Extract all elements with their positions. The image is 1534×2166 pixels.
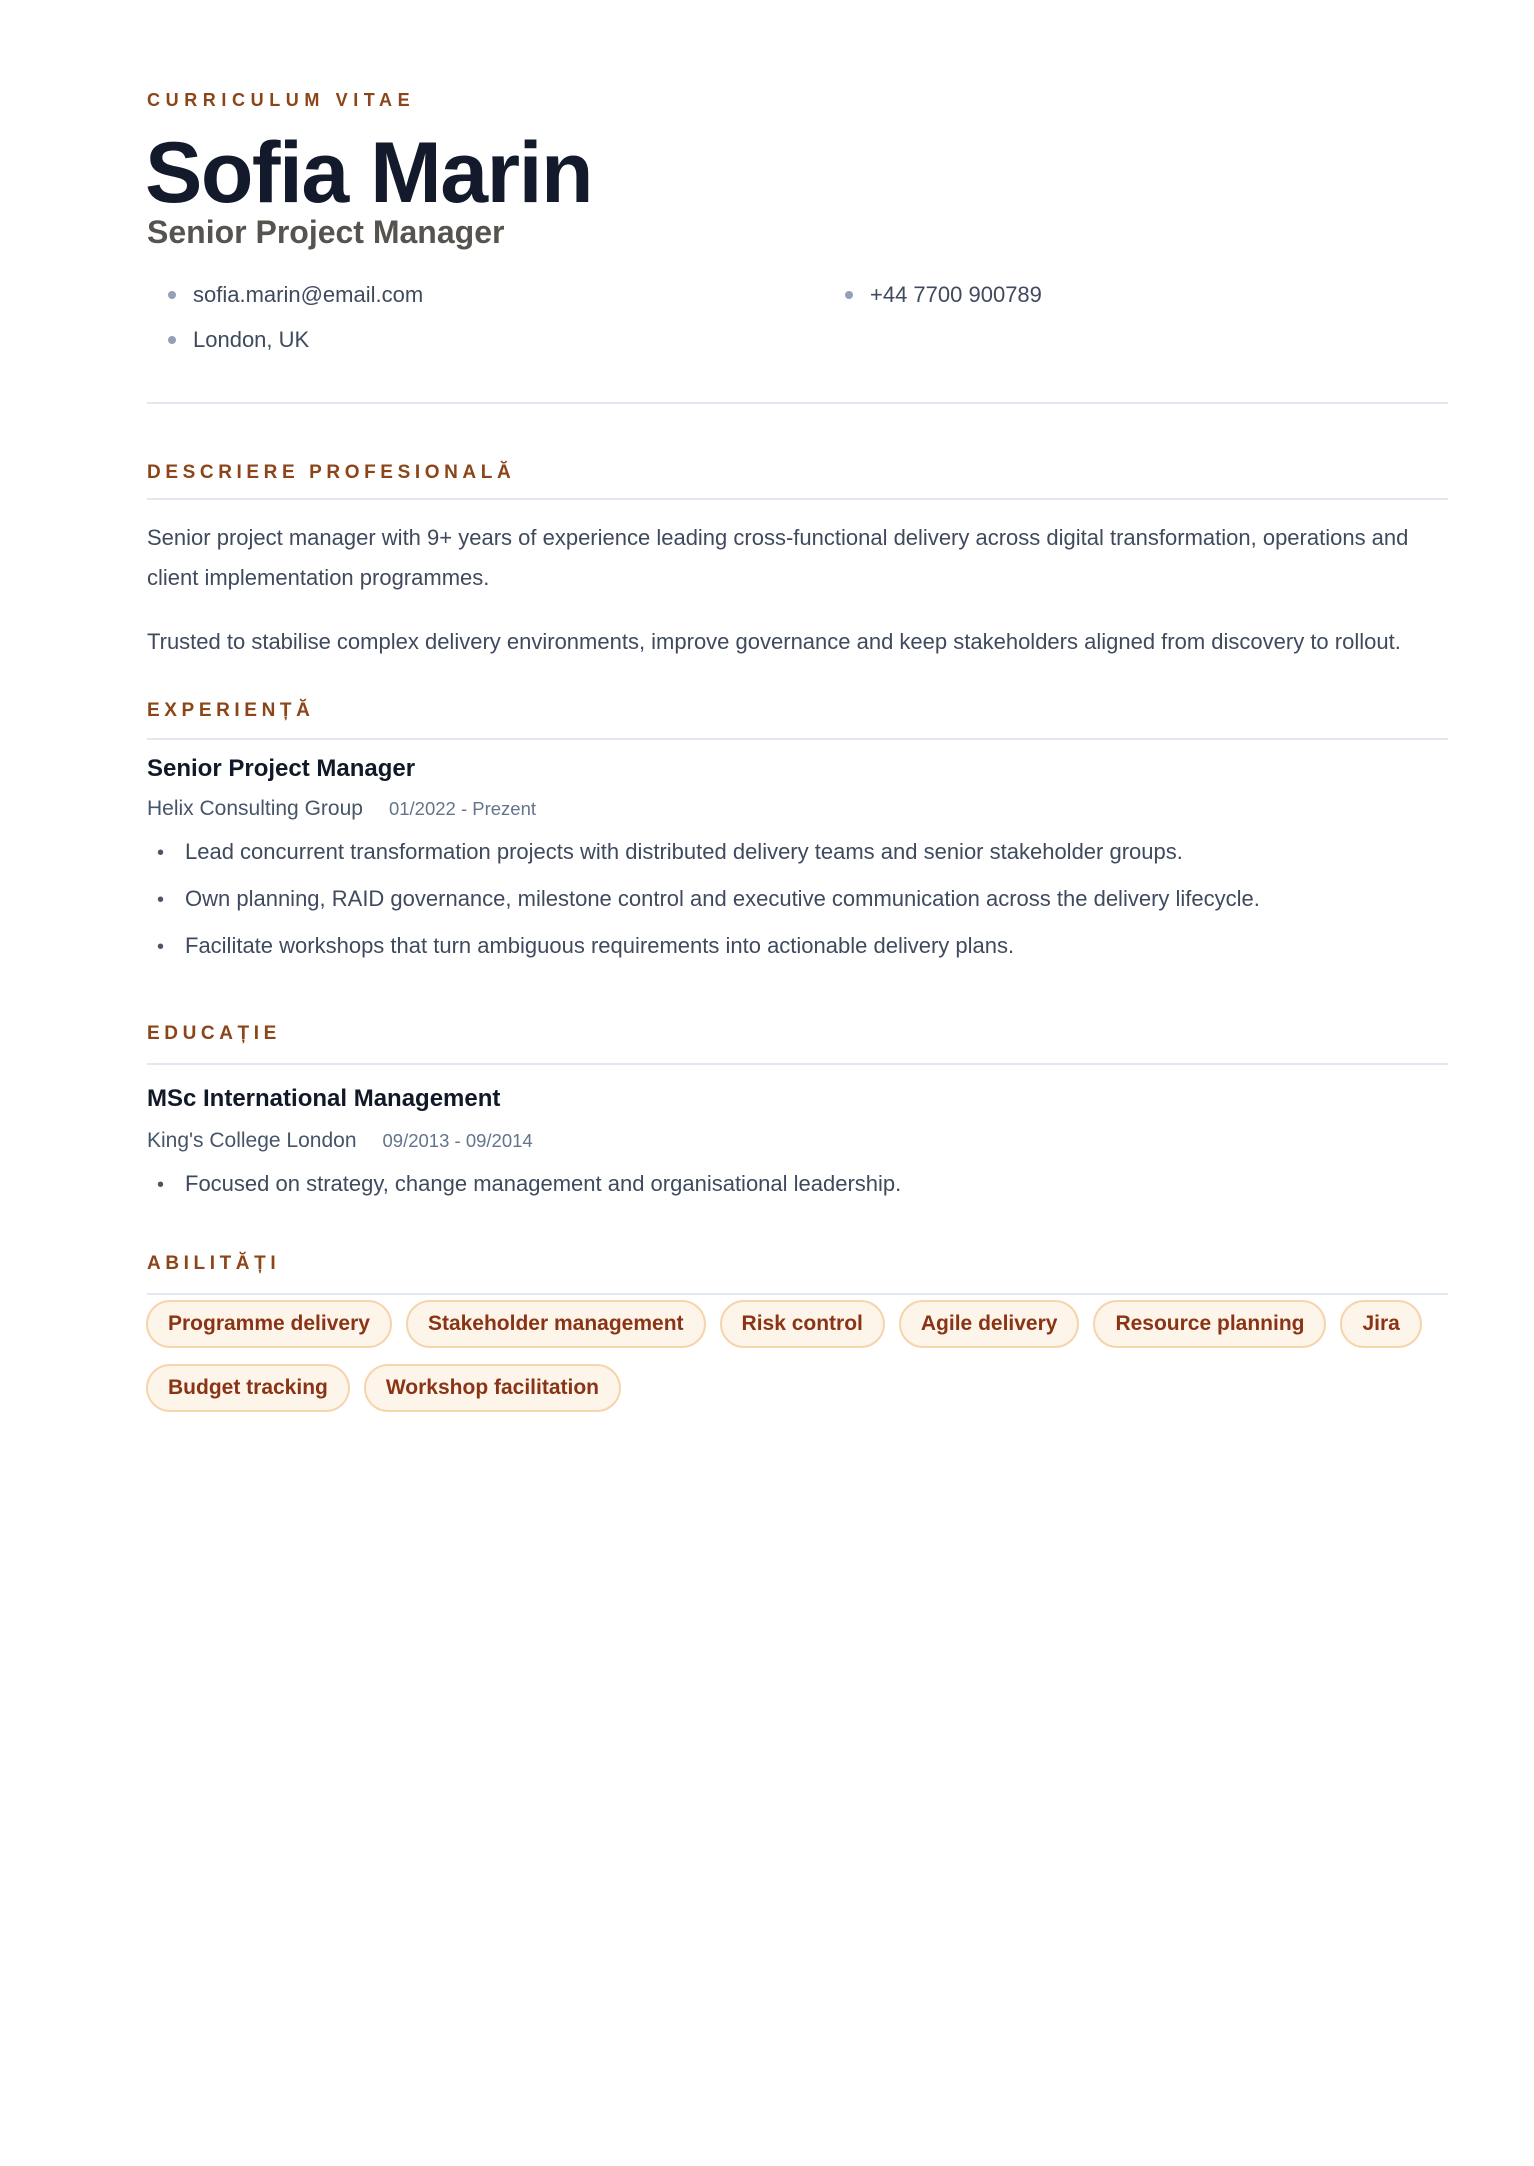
document-label: CURRICULUM VITAE — [147, 90, 416, 110]
list-item-text: Facilitate workshops that turn ambiguous requirements into actionable delivery plans. — [185, 933, 1015, 958]
job-dates: 01/2022 - Prezent — [388, 798, 537, 819]
section-divider — [147, 738, 1448, 740]
list-item-text: Focused on strategy, change management and organisational leadership. — [185, 1171, 902, 1196]
list-item-text: Own planning, RAID governance, milestone control and executive communication across the delivery lifecycle. — [185, 886, 1260, 911]
job-title: Senior Project Manager — [147, 755, 416, 782]
phone-text: +44 7700 900789 — [870, 282, 1042, 307]
company-name: Helix Consulting Group — [147, 797, 363, 820]
skill-chip: Jira — [1340, 1300, 1421, 1348]
summary-paragraph: Trusted to stabilise complex delivery environments, improve governance and keep stakeholders aligned from discovery to rollout. — [147, 629, 1401, 654]
section-heading-summary: DESCRIERE PROFESIONALĂ — [147, 462, 516, 483]
bullet-icon: • — [157, 842, 165, 864]
skill-chip: Programme delivery — [146, 1300, 392, 1348]
summary-paragraph: Senior project manager with 9+ years of experience leading cross-functional delivery across digital transformation, operations and client implementation programmes. — [147, 525, 1409, 590]
section-divider — [147, 1063, 1448, 1065]
job-meta — [147, 798, 536, 819]
list-item — [157, 888, 1260, 911]
header-divider — [147, 402, 1448, 404]
degree-title: MSc International Management — [147, 1085, 501, 1112]
bullet-icon: • — [157, 936, 165, 958]
contact-email — [168, 284, 423, 306]
list-item — [157, 935, 1014, 958]
skill-chip: Risk control — [720, 1300, 885, 1348]
contact-location — [168, 329, 309, 351]
section-divider — [147, 498, 1448, 500]
skill-chip: Budget tracking — [146, 1364, 350, 1412]
school-name: King's College London — [147, 1129, 357, 1152]
candidate-name: Sofia Marin — [145, 125, 593, 221]
section-heading-education: EDUCAȚIE — [147, 1023, 281, 1044]
bullet-dot-icon — [168, 336, 176, 344]
list-item-text: Lead concurrent transformation projects with distributed delivery teams and senior stakeholder groups. — [185, 839, 1183, 864]
contact-phone — [845, 284, 1042, 306]
candidate-title: Senior Project Manager — [147, 214, 505, 250]
skill-chip: Resource planning — [1093, 1300, 1326, 1348]
bullet-icon: • — [157, 889, 165, 911]
bullet-dot-icon — [845, 291, 853, 299]
email-text: sofia.marin@email.com — [193, 282, 424, 307]
section-heading-skills: ABILITĂȚI — [147, 1253, 281, 1274]
bullet-dot-icon — [168, 291, 176, 299]
education-meta — [147, 1130, 533, 1151]
skill-chip: Agile delivery — [899, 1300, 1080, 1348]
bullet-icon: • — [157, 1174, 165, 1196]
skill-chip: Workshop facilitation — [364, 1364, 621, 1412]
section-heading-experience: EXPERIENȚĂ — [147, 700, 315, 721]
location-text: London, UK — [193, 327, 310, 352]
skill-chip: Stakeholder management — [406, 1300, 706, 1348]
skills-list — [146, 1300, 1466, 1412]
list-item — [157, 841, 1183, 864]
list-item — [157, 1173, 901, 1196]
education-dates: 09/2013 - 09/2014 — [382, 1130, 533, 1151]
section-divider — [147, 1293, 1448, 1295]
